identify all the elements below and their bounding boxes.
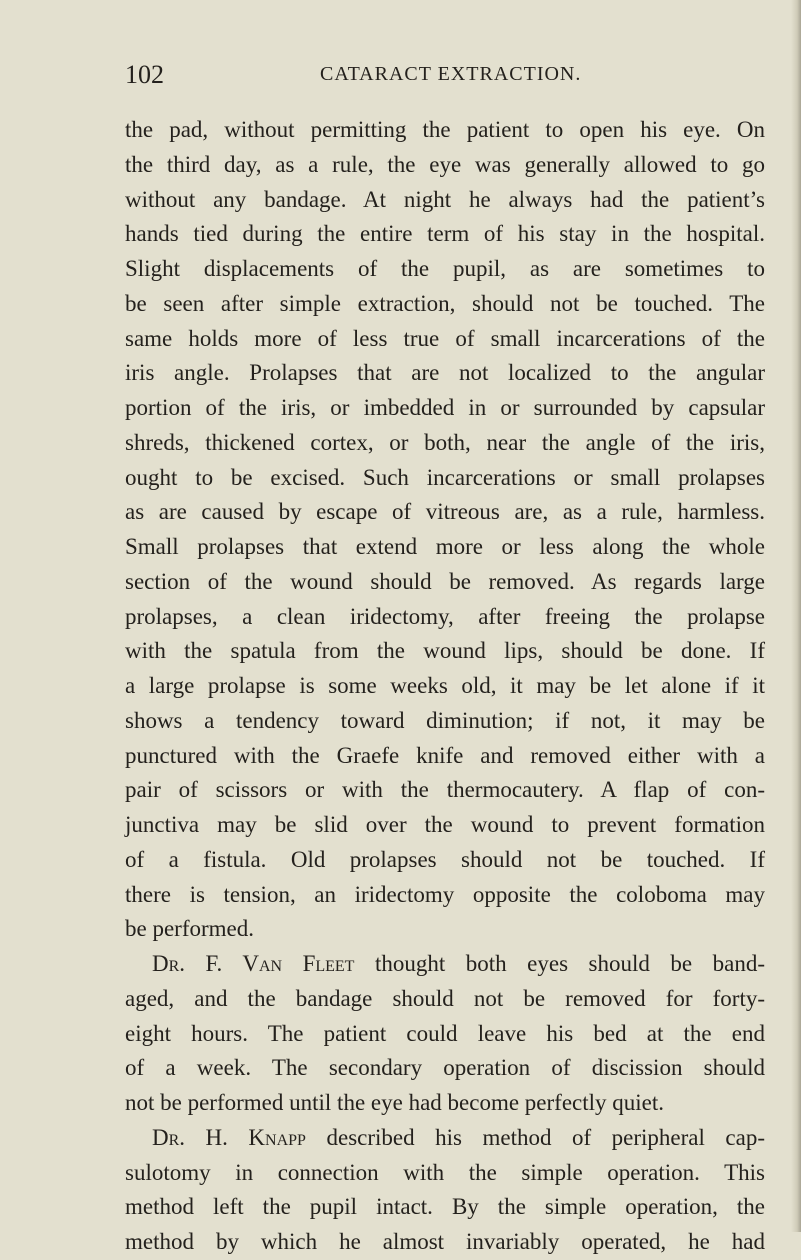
text-line: as are caused by escape of vitreous are, as a rule, harmless.	[125, 499, 765, 525]
body-text	[125, 113, 765, 1260]
text-line: the third day, as a rule, the eye was generally allowed to go	[125, 151, 765, 177]
text-line: there is tension, an iridectomy opposite the coloboma may	[125, 881, 765, 907]
text-line: hands tied during the entire term of his stay in the hospital.	[125, 221, 765, 247]
text-fragment: thought both eyes should be band-	[374, 951, 766, 976]
text-line: Slight displacements of the pupil, as are sometimes to	[125, 256, 765, 281]
text-line: aged, and the bandage should not be removed for forty-	[125, 985, 765, 1011]
text-line: pair of scissors or with the thermocautery. A flap of con-	[125, 777, 765, 803]
text-fragment: described his method of peripheral cap-	[326, 1124, 765, 1150]
text-line: junctiva may be slid over the wound to prevent formation	[125, 812, 765, 837]
text-line: not be performed until the eye had become perfectly quiet.	[125, 1090, 665, 1115]
text-line: method left the pupil intact. By the simple operation, the	[125, 1194, 765, 1220]
text-line: ought to be excised. Such incarcerations or small prolapses	[125, 464, 765, 490]
text-line: method by which he almost invariably operated, he had	[125, 1229, 765, 1254]
text-line: sulotomy in connection with the simple operation. This	[125, 1159, 765, 1185]
text-line: a large prolapse is some weeks old, it may be let alone if it	[125, 673, 765, 698]
speaker-name: Dr. H. Knapp	[152, 1124, 306, 1150]
page-edge-shadow	[791, 0, 801, 1232]
text-line: without any bandage. At night he always had the patient’s	[125, 186, 765, 212]
text-line: of a fistula. Old prolapses should not be touched. If	[125, 846, 765, 872]
text-line: section of the wound should be removed. As regards large	[125, 568, 765, 594]
text-line: shreds, thickened cortex, or both, near the angle of the iris,	[125, 429, 765, 455]
text-line: eight hours. The patient could leave his bed at the end	[125, 1020, 765, 1046]
text-line: same holds more of less true of small incarcerations of the	[125, 325, 765, 351]
text-line: the pad, without permitting the patient to open his eye. On	[125, 117, 765, 142]
text-line: iris angle. Prolapses that are not localized to the angular	[125, 360, 765, 386]
text-line: with the spatula from the wound lips, should be done. If	[125, 638, 765, 664]
paragraph-opening-line	[125, 1121, 765, 1156]
text-line: prolapses, a clean iridectomy, after freeing the prolapse	[125, 603, 765, 629]
text-line: of a week. The secondary operation of discission should	[125, 1055, 765, 1081]
text-line: portion of the iris, or imbedded in or surrounded by capsular	[125, 395, 765, 420]
text-line: shows a tendency toward diminution; if not, it may be	[125, 707, 765, 733]
speaker-name: Dr. F. Van Fleet	[152, 951, 355, 976]
running-title: CATARACT EXTRACTION.	[320, 63, 582, 85]
text-line: be seen after simple extraction, should not be touched. The	[125, 290, 765, 316]
page-number: 102	[125, 60, 164, 89]
text-line: be performed.	[125, 916, 254, 942]
text-line: Small prolapses that extend more or less along the whole	[125, 534, 765, 559]
page-header	[125, 60, 765, 92]
text-line: punctured with the Graefe knife and removed either with a	[125, 742, 765, 768]
paragraph-opening-line	[125, 947, 765, 982]
